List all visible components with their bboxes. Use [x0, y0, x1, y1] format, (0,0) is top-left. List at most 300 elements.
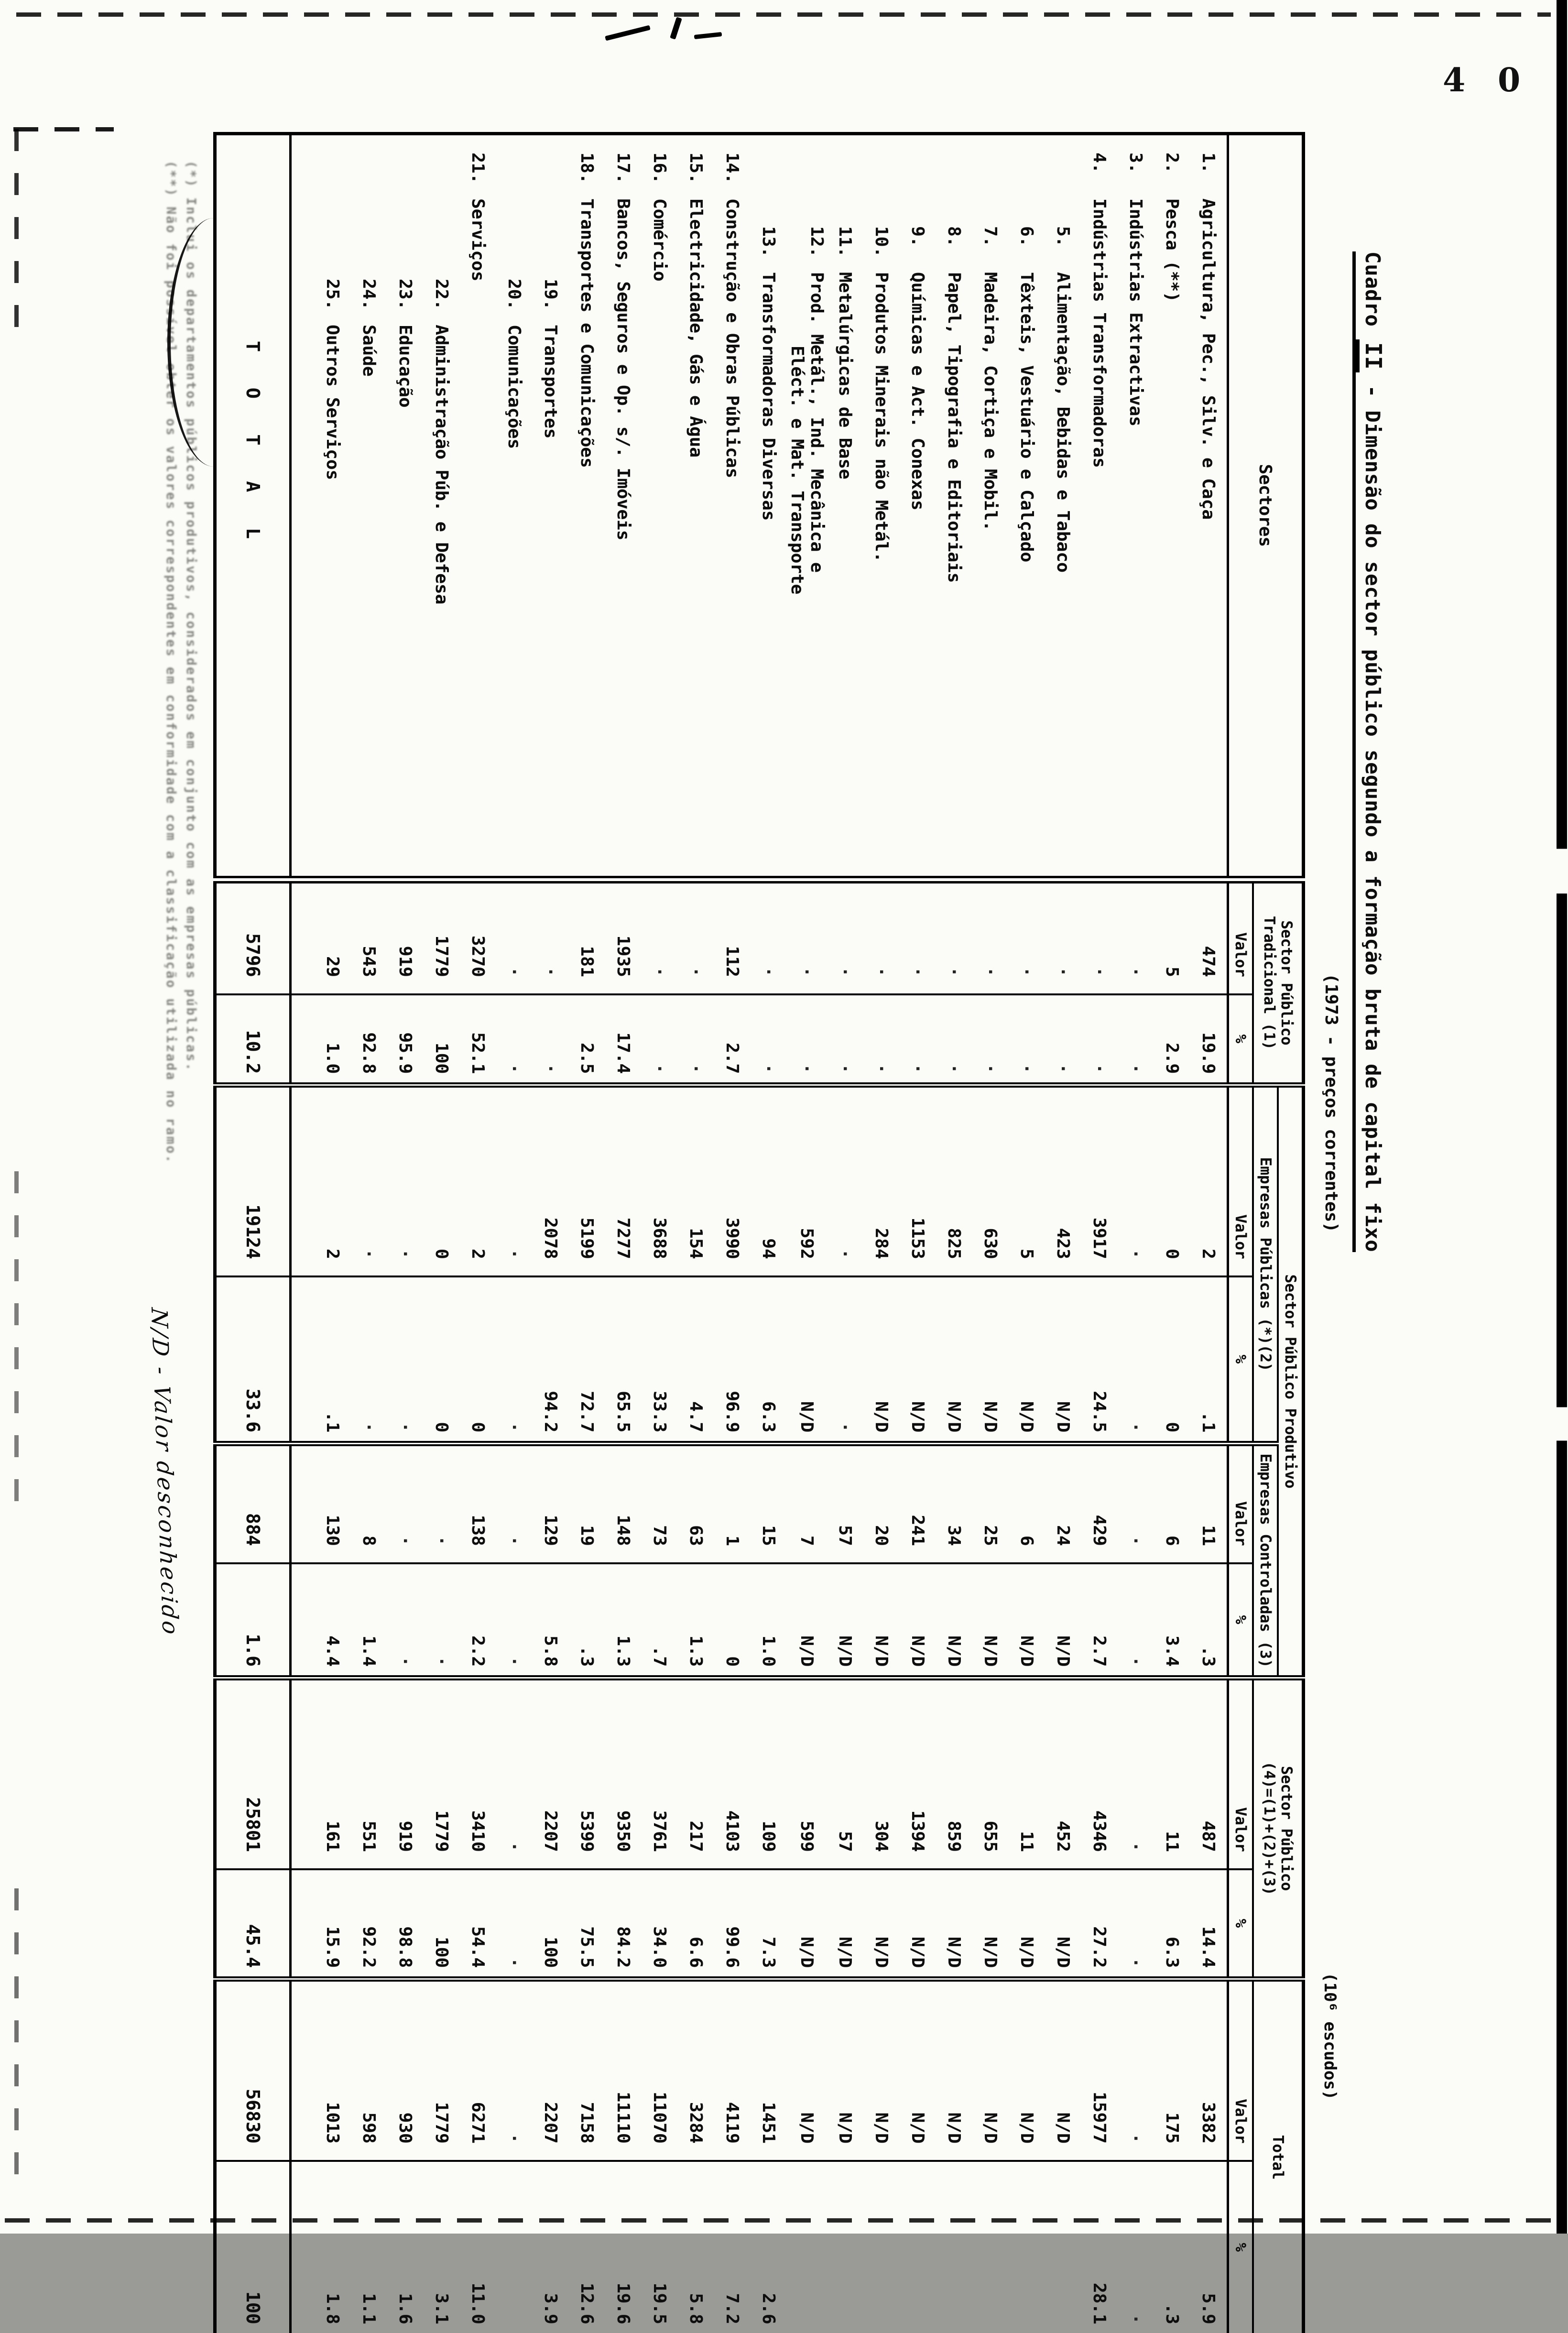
- value-cell: 11.0: [460, 2161, 496, 2333]
- sector-number: 20.: [504, 279, 524, 310]
- pen-mark-2: [670, 17, 682, 39]
- header-total: Total: [1253, 1979, 1304, 2333]
- header-pct-3: %: [1228, 1563, 1253, 1678]
- sector-name: Outros Serviços: [323, 325, 343, 480]
- sector-number: 23.: [395, 279, 415, 310]
- value-cell: ·: [387, 1085, 424, 1276]
- pen-mark-3: [694, 32, 722, 39]
- value-cell: 154: [678, 1085, 714, 1276]
- value-cell: 2078: [533, 1085, 569, 1276]
- total-value-cell: 56830: [215, 1979, 291, 2161]
- value-cell: 825: [936, 1085, 972, 1276]
- value-cell: N/D: [787, 1979, 827, 2161]
- value-cell: 25: [972, 1444, 1009, 1563]
- value-cell: 1.8: [315, 2161, 351, 2333]
- value-cell: ·: [496, 1869, 533, 1979]
- value-cell: ·: [972, 880, 1009, 994]
- value-cell: 551: [351, 1678, 387, 1869]
- sector-name: Pesca (**): [1162, 198, 1182, 302]
- spacer-cell: [291, 134, 315, 880]
- value-cell: 1.3: [605, 1563, 642, 1678]
- sector-name: Madeira, Cortiça e Mobil.: [980, 272, 1001, 531]
- value-cell: ·: [1009, 880, 1045, 994]
- header-valor-1: Valor: [1228, 880, 1253, 994]
- value-cell: ·: [936, 994, 972, 1085]
- value-cell: 57: [827, 1678, 863, 1869]
- sector-name: Comércio: [650, 198, 670, 282]
- sector-name: Indústrias Transformadoras: [1089, 198, 1110, 468]
- value-cell: 57: [827, 1444, 863, 1563]
- value-cell: N/D: [1009, 1869, 1045, 1979]
- header-empresas-controladas: Empresas Controladas (3): [1253, 1444, 1278, 1678]
- table-row: [642, 134, 678, 2333]
- value-cell: ·: [863, 994, 900, 1085]
- value-cell: 2.6: [751, 2161, 787, 2333]
- page-number: 4 0: [1443, 61, 1531, 99]
- table-row: [605, 134, 642, 2333]
- value-cell: 84.2: [605, 1869, 642, 1979]
- value-cell: 1779: [424, 1678, 460, 1869]
- value-cell: N/D: [900, 1979, 936, 2161]
- sector-name-cell: [1009, 134, 1045, 880]
- value-cell: 24: [1045, 1444, 1081, 1563]
- value-cell: ·: [900, 880, 936, 994]
- sector-name-cell: [787, 134, 827, 880]
- spacer-cell: [291, 1979, 315, 2161]
- sector-number: 2.: [1162, 153, 1182, 174]
- sector-name-cell: [1190, 134, 1228, 880]
- value-cell: 3917: [1081, 1085, 1118, 1276]
- sector-number: 14.: [722, 153, 742, 184]
- value-cell: 34: [936, 1444, 972, 1563]
- value-cell: 429: [1081, 1444, 1118, 1563]
- spacer-cell: [291, 994, 315, 1085]
- value-cell: ·: [972, 994, 1009, 1085]
- value-cell: .3: [1190, 1563, 1228, 1678]
- value-cell: 130: [315, 1444, 351, 1563]
- table-row: [533, 134, 569, 2333]
- value-cell: ·: [1009, 994, 1045, 1085]
- sector-name-cell: [1118, 134, 1154, 880]
- header-valor-4: Valor: [1228, 1678, 1253, 1869]
- value-cell: 19.5: [642, 2161, 678, 2333]
- value-cell: 598: [351, 1979, 387, 2161]
- sector-name-cell: [315, 134, 351, 880]
- value-cell: ·: [496, 1563, 533, 1678]
- table-row: [387, 134, 424, 2333]
- sector-number: 19.: [541, 279, 561, 310]
- value-cell: 1.1: [351, 2161, 387, 2333]
- value-cell: 2: [460, 1085, 496, 1276]
- value-cell: 6.6: [678, 1869, 714, 1979]
- spacer-cell: [291, 2161, 315, 2333]
- value-cell: ·: [827, 994, 863, 1085]
- table-header: [1228, 134, 1304, 2333]
- value-cell: 161: [315, 1678, 351, 1869]
- value-cell: N/D: [936, 1979, 972, 2161]
- table-row: [1009, 134, 1045, 2333]
- header-trad-line1: Sector Público: [1278, 920, 1295, 1046]
- value-cell: 0: [714, 1563, 751, 1678]
- unit-note: (10⁶ escudos): [1320, 1973, 1339, 2100]
- value-cell: 655: [972, 1678, 1009, 1869]
- sector-name: Químicas e Act. Conexas: [908, 272, 928, 511]
- table-subtitle: (1973 - preços correntes): [1321, 973, 1341, 1232]
- value-cell: ·: [1118, 1085, 1154, 1276]
- value-cell: ·: [751, 994, 787, 1085]
- value-cell: .3: [569, 1563, 605, 1678]
- value-cell: 94.2: [533, 1276, 569, 1444]
- header-sp4-line2: (4)=(1)+(2)+(3): [1261, 1761, 1278, 1896]
- value-cell: 28.1: [1081, 2161, 1118, 2333]
- spacer-row: [291, 134, 315, 2333]
- value-cell: ·: [496, 1678, 533, 1869]
- value-cell: 592: [787, 1085, 827, 1276]
- value-cell: N/D: [1045, 1979, 1081, 2161]
- sector-name: Agricultura, Pec., Silv. e Caça: [1198, 198, 1219, 520]
- value-cell: ·: [678, 994, 714, 1085]
- table-row: [900, 134, 936, 2333]
- value-cell: ·: [827, 880, 863, 994]
- value-cell: 100: [533, 1869, 569, 1979]
- value-cell: 175: [1154, 1979, 1190, 2161]
- value-cell: 1779: [424, 1979, 460, 2161]
- value-cell: ·: [387, 1563, 424, 1678]
- total-label: T O T A L: [215, 134, 291, 880]
- value-cell: 217: [678, 1678, 714, 1869]
- sector-name-cell: [1081, 134, 1118, 880]
- value-cell: 241: [900, 1444, 936, 1563]
- value-cell: 5: [1154, 880, 1190, 994]
- value-cell: N/D: [827, 1563, 863, 1678]
- value-cell: 5.8: [533, 1563, 569, 1678]
- total-value-cell: 10.2: [215, 994, 291, 1085]
- table-row: [1154, 134, 1190, 2333]
- value-cell: 5.8: [678, 2161, 714, 2333]
- table-row: [460, 134, 496, 2333]
- value-cell: ·: [678, 880, 714, 994]
- value-cell: 1013: [315, 1979, 351, 2161]
- value-cell: 919: [387, 880, 424, 994]
- table-row: [678, 134, 714, 2333]
- value-cell: ·: [387, 1444, 424, 1563]
- value-cell: [900, 2161, 936, 2333]
- value-cell: 0: [424, 1085, 460, 1276]
- value-cell: 100: [424, 1869, 460, 1979]
- value-cell: N/D: [900, 1276, 936, 1444]
- value-cell: 3.4: [1154, 1563, 1190, 1678]
- value-cell: .1: [315, 1276, 351, 1444]
- value-cell: 599: [787, 1678, 827, 1869]
- total-value-cell: 5796: [215, 880, 291, 994]
- table-row: [827, 134, 863, 2333]
- value-cell: 487: [1190, 1678, 1228, 1869]
- table-row: [1045, 134, 1081, 2333]
- value-cell: 19.9: [1190, 994, 1228, 1085]
- spacer-cell: [291, 1869, 315, 1979]
- header-sector-publico-4: [1253, 1678, 1304, 1979]
- value-cell: 6: [1009, 1444, 1045, 1563]
- sector-name: Electricidade, Gás e Água: [686, 198, 706, 458]
- scan-border-left-1: [14, 129, 19, 330]
- value-cell: 4.4: [315, 1563, 351, 1678]
- table-row: [496, 134, 533, 2333]
- spacer-cell: [291, 1678, 315, 1869]
- value-cell: N/D: [936, 1563, 972, 1678]
- value-cell: 14.4: [1190, 1869, 1228, 1979]
- sector-number: 25.: [323, 279, 343, 310]
- sector-name-cell: [1154, 134, 1190, 880]
- value-cell: 3761: [642, 1678, 678, 1869]
- value-cell: 11: [1190, 1444, 1228, 1563]
- value-cell: 27.2: [1081, 1869, 1118, 1979]
- sector-name: Comunicações: [504, 325, 524, 449]
- sector-name-cell: [460, 134, 496, 880]
- value-cell: 543: [351, 880, 387, 994]
- header-sp4-line1: Sector Público: [1278, 1766, 1295, 1891]
- value-cell: 1.0: [315, 994, 351, 1085]
- sector-number: 17.: [613, 153, 633, 184]
- value-cell: N/D: [936, 1869, 972, 1979]
- sector-number: 10.: [871, 226, 892, 258]
- value-cell: N/D: [972, 1869, 1009, 1979]
- value-cell: 930: [387, 1979, 424, 2161]
- spacer-cell: [291, 880, 315, 994]
- value-cell: ·: [1118, 1276, 1154, 1444]
- header-sectores: Sectores: [1228, 134, 1304, 880]
- pen-mark-1: [605, 25, 651, 41]
- sector-name-cell: [936, 134, 972, 880]
- value-cell: ·: [533, 994, 569, 1085]
- sector-number: 22.: [432, 279, 452, 310]
- sector-number: 13.: [759, 226, 779, 258]
- value-cell: 73: [642, 1444, 678, 1563]
- value-cell: 17.4: [605, 994, 642, 1085]
- sector-name: Educação: [395, 325, 415, 408]
- table-row: [351, 134, 387, 2333]
- spacer-cell: [291, 1276, 315, 1444]
- value-cell: ·: [787, 880, 827, 994]
- rotated-table-block: [88, 132, 1411, 2331]
- value-cell: ·: [496, 1276, 533, 1444]
- value-cell: N/D: [863, 1276, 900, 1444]
- value-cell: .7: [642, 1563, 678, 1678]
- value-cell: N/D: [1009, 1563, 1045, 1678]
- table-title: [1350, 132, 1411, 2331]
- header-pct-2: %: [1228, 1276, 1253, 1444]
- value-cell: 96.9: [714, 1276, 751, 1444]
- value-cell: ·: [642, 994, 678, 1085]
- value-cell: N/D: [827, 1979, 863, 2161]
- value-cell: 95.9: [387, 994, 424, 1085]
- total-value-cell: 33.6: [215, 1276, 291, 1444]
- value-cell: 1.4: [351, 1563, 387, 1678]
- value-cell: ·: [533, 880, 569, 994]
- table-row: [315, 134, 351, 2333]
- value-cell: 474: [1190, 880, 1228, 994]
- value-cell: 15977: [1081, 1979, 1118, 2161]
- value-cell: ·: [936, 880, 972, 994]
- value-cell: 2.9: [1154, 994, 1190, 1085]
- table-row: [714, 134, 751, 2333]
- value-cell: 3.1: [424, 2161, 460, 2333]
- sector-number: 18.: [577, 153, 597, 184]
- table-row: [751, 134, 787, 2333]
- value-cell: ·: [496, 994, 533, 1085]
- value-cell: 1935: [605, 880, 642, 994]
- table-row: [1190, 134, 1228, 2333]
- value-cell: ·: [351, 1276, 387, 1444]
- value-cell: 1451: [751, 1979, 787, 2161]
- footnotes: [161, 132, 201, 2331]
- value-cell: 52.1: [460, 994, 496, 1085]
- sector-name-cell: [1045, 134, 1081, 880]
- value-cell: N/D: [936, 1276, 972, 1444]
- value-cell: 5: [1009, 1085, 1045, 1276]
- value-cell: 181: [569, 880, 605, 994]
- value-cell: N/D: [863, 1869, 900, 1979]
- sector-number: 5.: [1053, 226, 1073, 247]
- value-cell: N/D: [1045, 1276, 1081, 1444]
- total-row: [215, 134, 291, 2333]
- value-cell: N/D: [972, 1563, 1009, 1678]
- value-cell: 3410: [460, 1678, 496, 1869]
- sector-number: 9.: [908, 226, 928, 247]
- value-cell: ·: [1081, 994, 1118, 1085]
- value-cell: 3.9: [533, 2161, 569, 2333]
- scan-border-left-2: [14, 1171, 19, 1506]
- value-cell: 11070: [642, 1979, 678, 2161]
- value-cell: 7: [787, 1444, 827, 1563]
- value-cell: N/D: [863, 1563, 900, 1678]
- value-cell: 6.3: [1154, 1869, 1190, 1979]
- sector-name-cell: [351, 134, 387, 880]
- sector-number: 24.: [359, 279, 379, 310]
- scan-border-right: [1557, 0, 1567, 2234]
- value-cell: 6.3: [751, 1276, 787, 1444]
- value-cell: 24.5: [1081, 1276, 1118, 1444]
- value-cell: ·: [900, 994, 936, 1085]
- value-cell: N/D: [787, 1563, 827, 1678]
- header-sector-produtivo: Sector Público Produtivo: [1278, 1085, 1304, 1678]
- value-cell: 138: [460, 1444, 496, 1563]
- value-cell: 7158: [569, 1979, 605, 2161]
- total-value-cell: 884: [215, 1444, 291, 1563]
- value-cell: 1394: [900, 1678, 936, 1869]
- spacer-cell: [291, 1563, 315, 1678]
- value-cell: 65.5: [605, 1276, 642, 1444]
- sector-name: Alimentação, Bebidas e Tabaco: [1053, 272, 1073, 573]
- sector-name: Prod. Metál., Ind. Mecânica e: [807, 272, 827, 573]
- value-cell: 2: [1190, 1085, 1228, 1276]
- footnote-2: (**) Não foi possível obter os valores correspondentes em conformidade com a classificação utilizada no ramo.: [163, 161, 179, 1164]
- value-cell: 1.6: [387, 2161, 424, 2333]
- value-cell: 4346: [1081, 1678, 1118, 1869]
- value-cell: N/D: [787, 1869, 827, 1979]
- sector-number: 3.: [1126, 153, 1146, 174]
- value-cell: 100: [424, 994, 460, 1085]
- value-cell: ·: [1118, 1563, 1154, 1678]
- value-cell: ·: [642, 880, 678, 994]
- sector-name: Produtos Minerais não Metál.: [871, 272, 892, 562]
- value-cell: N/D: [863, 1979, 900, 2161]
- value-cell: 2.7: [1081, 1563, 1118, 1678]
- value-cell: [827, 2161, 863, 2333]
- value-cell: 2.2: [460, 1563, 496, 1678]
- sector-name: Têxteis, Vestuário e Calçado: [1017, 272, 1037, 562]
- value-cell: 72.7: [569, 1276, 605, 1444]
- sector-name: Construção e Obras Públicas: [722, 198, 742, 479]
- value-cell: 304: [863, 1678, 900, 1869]
- value-cell: 9350: [605, 1678, 642, 1869]
- sector-number: 15.: [686, 153, 706, 184]
- value-cell: 7277: [605, 1085, 642, 1276]
- value-cell: 19: [569, 1444, 605, 1563]
- value-cell: N/D: [972, 1979, 1009, 2161]
- value-cell: 98.8: [387, 1869, 424, 1979]
- value-cell: 7.2: [714, 2161, 751, 2333]
- sector-number: 4.: [1089, 153, 1110, 174]
- value-cell: .1: [1190, 1276, 1228, 1444]
- value-cell: 54.4: [460, 1869, 496, 1979]
- spacer-cell: [291, 1085, 315, 1276]
- value-cell: 284: [863, 1085, 900, 1276]
- value-cell: 34.0: [642, 1869, 678, 1979]
- sector-name: Serviços: [468, 198, 488, 282]
- sector-name: Indústrias Extractivas: [1126, 198, 1146, 426]
- value-cell: [787, 2161, 827, 2333]
- sector-number: 8.: [944, 226, 964, 247]
- value-cell: 4119: [714, 1979, 751, 2161]
- sector-number: 11.: [835, 226, 855, 258]
- value-cell: ·: [1118, 2161, 1154, 2333]
- value-cell: ·: [1081, 880, 1118, 994]
- value-cell: 3688: [642, 1085, 678, 1276]
- value-cell: ·: [496, 1979, 533, 2161]
- value-cell: 8: [351, 1444, 387, 1563]
- value-cell: [1045, 2161, 1081, 2333]
- sector-number: 7.: [980, 226, 1001, 247]
- value-cell: 0: [1154, 1276, 1190, 1444]
- value-cell: ·: [1118, 1979, 1154, 2161]
- sector-name-line2: Eléct. e Mat. Transporte: [787, 346, 807, 595]
- value-cell: 2.7: [714, 994, 751, 1085]
- header-valor-2: Valor: [1228, 1085, 1253, 1276]
- value-cell: 919: [387, 1678, 424, 1869]
- value-cell: 1: [714, 1444, 751, 1563]
- value-cell: 859: [936, 1678, 972, 1869]
- value-cell: 92.8: [351, 994, 387, 1085]
- sector-name: Administração Púb. e Defesa: [432, 325, 452, 605]
- value-cell: 3284: [678, 1979, 714, 2161]
- sector-name: Metalúrgicas de Base: [835, 272, 855, 480]
- value-cell: 3382: [1190, 1979, 1228, 2161]
- sector-number: 21.: [468, 153, 488, 184]
- table-row: [424, 134, 460, 2333]
- total-value-cell: 100: [215, 2161, 291, 2333]
- value-cell: 19.6: [605, 2161, 642, 2333]
- value-cell: 92.2: [351, 1869, 387, 1979]
- scan-border-top: [16, 12, 1551, 17]
- value-cell: 20: [863, 1444, 900, 1563]
- value-cell: ·: [751, 880, 787, 994]
- sector-number: 12.: [807, 226, 827, 258]
- value-cell: ·: [1118, 1678, 1154, 1869]
- sector-name-cell: [827, 134, 863, 880]
- total-value-cell: 19124: [215, 1085, 291, 1276]
- value-cell: 4103: [714, 1678, 751, 1869]
- value-cell: [936, 2161, 972, 2333]
